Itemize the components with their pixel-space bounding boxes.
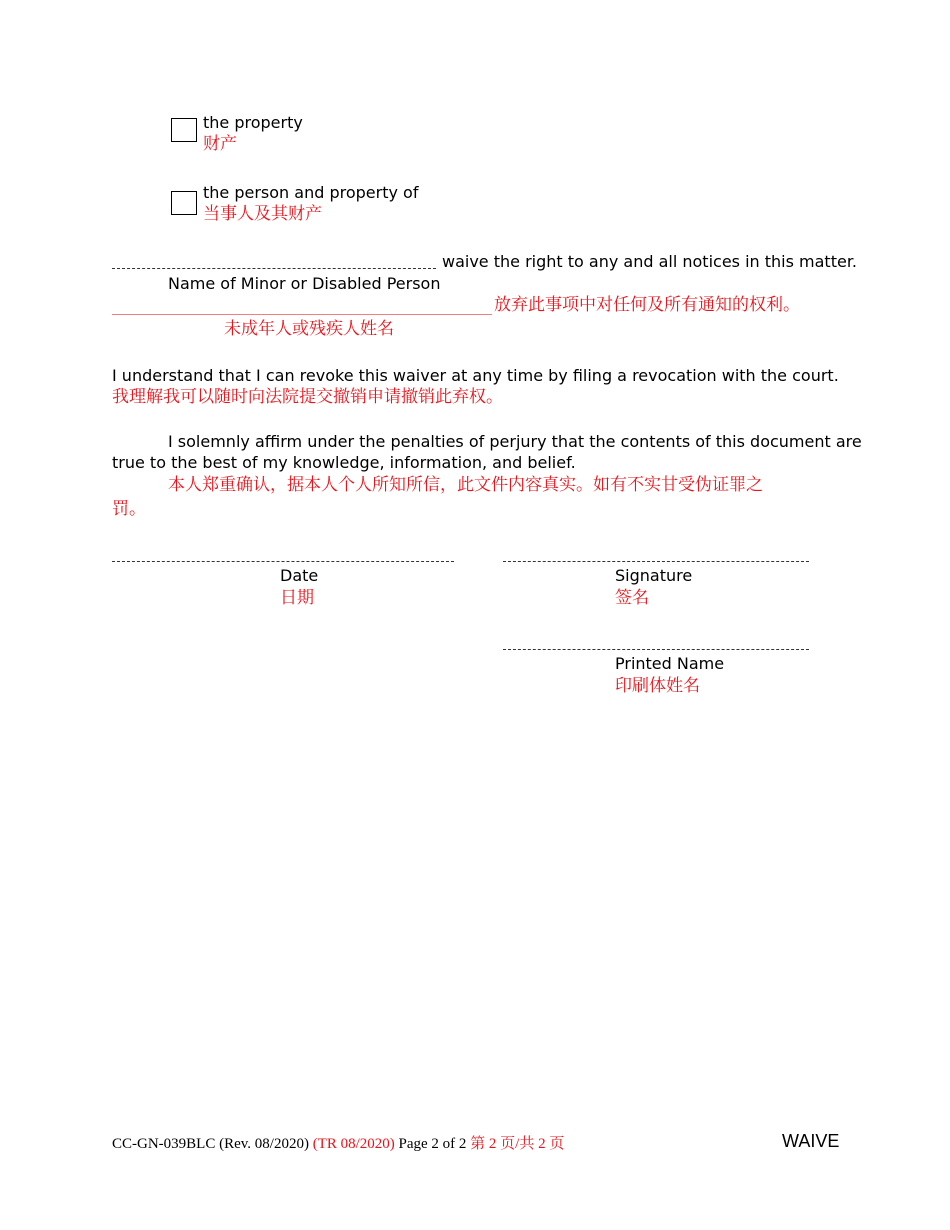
affirmation-line-2: true to the best of my knowledge, information, and belief. <box>112 453 576 472</box>
revoke-statement-zh: 我理解我可以随时向法院提交撤销申请撤销此弃权。 <box>112 387 503 407</box>
waiver-statement-zh: 放弃此事项中对任何及所有通知的权利。 <box>494 295 800 315</box>
property-label-zh: 财产 <box>203 134 237 154</box>
footer <box>112 1135 564 1153</box>
form-id: CC-GN-039BLC (Rev. 08/2020) <box>112 1136 309 1152</box>
minor-name-field[interactable] <box>112 268 436 269</box>
page-number-zh: 第 2 页/共 2 页 <box>470 1136 565 1152</box>
signature-label: Signature <box>615 566 693 585</box>
date-field[interactable] <box>112 561 454 562</box>
page-number: Page 2 of 2 <box>398 1136 467 1152</box>
property-label: the property <box>203 113 303 132</box>
form-code: WAIVE <box>782 1131 840 1151</box>
affirmation-line-1: I solemnly affirm under the penalties of perjury that the contents of this document are <box>168 432 862 451</box>
person-and-property-label: the person and property of <box>203 183 419 202</box>
date-label-zh: 日期 <box>280 588 314 608</box>
translation-revision: (TR 08/2020) <box>312 1136 395 1152</box>
printed-name-label-zh: 印刷体姓名 <box>615 676 700 696</box>
affirmation-line-2-zh: 罚。 <box>112 499 146 519</box>
minor-name-field-zh-line <box>112 314 492 315</box>
affirmation-line-1-zh: 本人郑重确认，据本人个人所知所信，此文件内容真实。如有不实甘受伪证罪之 <box>168 475 763 495</box>
minor-name-label-zh: 未成年人或残疾人姓名 <box>224 319 394 339</box>
signature-label-zh: 签名 <box>615 588 649 608</box>
signature-field[interactable] <box>503 561 809 562</box>
person-and-property-checkbox[interactable] <box>171 191 197 215</box>
waiver-statement: waive the right to any and all notices in this matter. <box>442 252 858 271</box>
person-and-property-label-zh: 当事人及其财产 <box>203 204 322 224</box>
property-checkbox[interactable] <box>171 118 197 142</box>
date-label: Date <box>280 566 319 585</box>
minor-name-label: Name of Minor or Disabled Person <box>168 274 441 293</box>
printed-name-label: Printed Name <box>615 654 725 673</box>
revoke-statement: I understand that I can revoke this waiver at any time by filing a revocation with the court. <box>112 366 839 385</box>
printed-name-field[interactable] <box>503 649 809 650</box>
